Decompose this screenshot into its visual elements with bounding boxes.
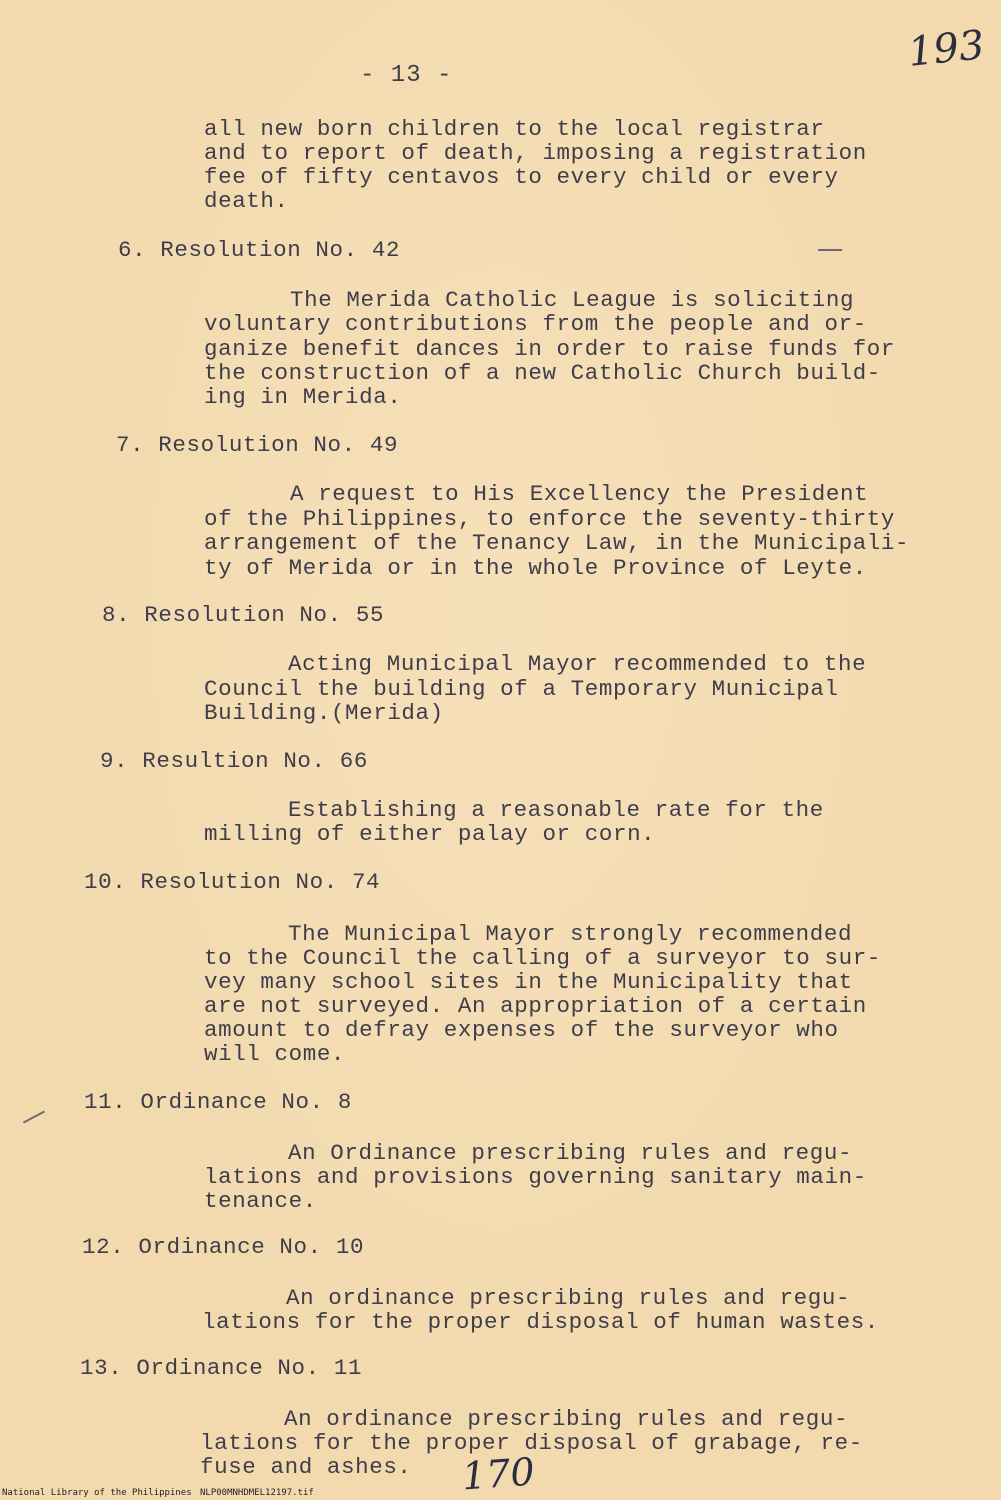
item-line: Establishing a reasonable rate for the xyxy=(288,797,824,823)
item-line: fuse and ashes. xyxy=(200,1454,412,1480)
item-line: vey many school sites in the Municipality that xyxy=(204,969,853,995)
item-line: Building.(Merida) xyxy=(204,700,444,726)
item-line: lations for the proper disposal of human wastes. xyxy=(202,1309,879,1335)
intro-line: death. xyxy=(204,188,289,214)
item-line: milling of either palay or corn. xyxy=(204,821,656,847)
item-heading: 8. Resolution No. 55 xyxy=(102,602,385,628)
item-line: to the Council the calling of a surveyor to sur- xyxy=(204,945,881,971)
item-line: A request to His Excellency the President xyxy=(290,481,869,507)
item-line: tenance. xyxy=(204,1188,317,1214)
page-number: - 13 - xyxy=(360,62,453,89)
handwritten-number: 170 xyxy=(460,1449,536,1499)
item-line: arrangement of the Tenancy Law, in the Municipali- xyxy=(204,530,910,556)
item-line: lations and provisions governing sanitary main- xyxy=(204,1164,867,1190)
item-line: the construction of a new Catholic Church build- xyxy=(204,360,881,386)
item-heading: 11. Ordinance No. 8 xyxy=(84,1089,352,1115)
item-line: voluntary contributions from the people and or- xyxy=(204,311,867,337)
item-heading: 12. Ordinance No. 10 xyxy=(82,1234,365,1260)
item-heading: 9. Resultion No. 66 xyxy=(100,748,368,774)
item-line: amount to defray expenses of the surveyor who xyxy=(204,1017,839,1043)
item-line: of the Philippines, to enforce the seventy-thirty xyxy=(204,506,896,532)
pencil-mark xyxy=(23,1110,45,1123)
item-line: are not surveyed. An appropriation of a certain xyxy=(204,993,867,1019)
item-heading: 10. Resolution No. 74 xyxy=(84,869,381,895)
item-line: ganize benefit dances in order to raise funds for xyxy=(204,336,896,362)
footer-filename: NLP00MNHDMEL12197.tif xyxy=(200,1488,314,1498)
item-line: ty of Merida or in the whole Province of Leyte. xyxy=(204,555,867,581)
intro-line: fee of fifty centavos to every child or every xyxy=(204,164,839,190)
item-line: Acting Municipal Mayor recommended to the xyxy=(288,651,867,677)
stamp-number: 193 xyxy=(905,22,987,76)
item-line: ing in Merida. xyxy=(204,384,402,410)
item-heading: 7. Resolution No. 49 xyxy=(116,432,399,458)
intro-line: and to report of death, imposing a registration xyxy=(204,140,867,166)
item-line: An ordinance prescribing rules and regu- xyxy=(284,1406,849,1432)
item-line: will come. xyxy=(204,1041,346,1067)
item-line: The Merida Catholic League is soliciting xyxy=(290,287,855,313)
item-heading: 6. Resolution No. 42 xyxy=(118,237,401,263)
pencil-mark xyxy=(818,249,842,251)
item-line: lations for the proper disposal of grabage, re- xyxy=(200,1430,863,1456)
item-heading: 13. Ordinance No. 11 xyxy=(80,1355,363,1381)
item-line: An ordinance prescribing rules and regu- xyxy=(286,1285,851,1311)
item-line: An Ordinance prescribing rules and regu- xyxy=(288,1140,853,1166)
footer-source: National Library of the Philippines xyxy=(2,1488,192,1498)
item-line: The Municipal Mayor strongly recommended xyxy=(288,921,853,947)
intro-line: all new born children to the local registrar xyxy=(204,116,825,142)
item-line: Council the building of a Temporary Municipal xyxy=(204,676,839,702)
